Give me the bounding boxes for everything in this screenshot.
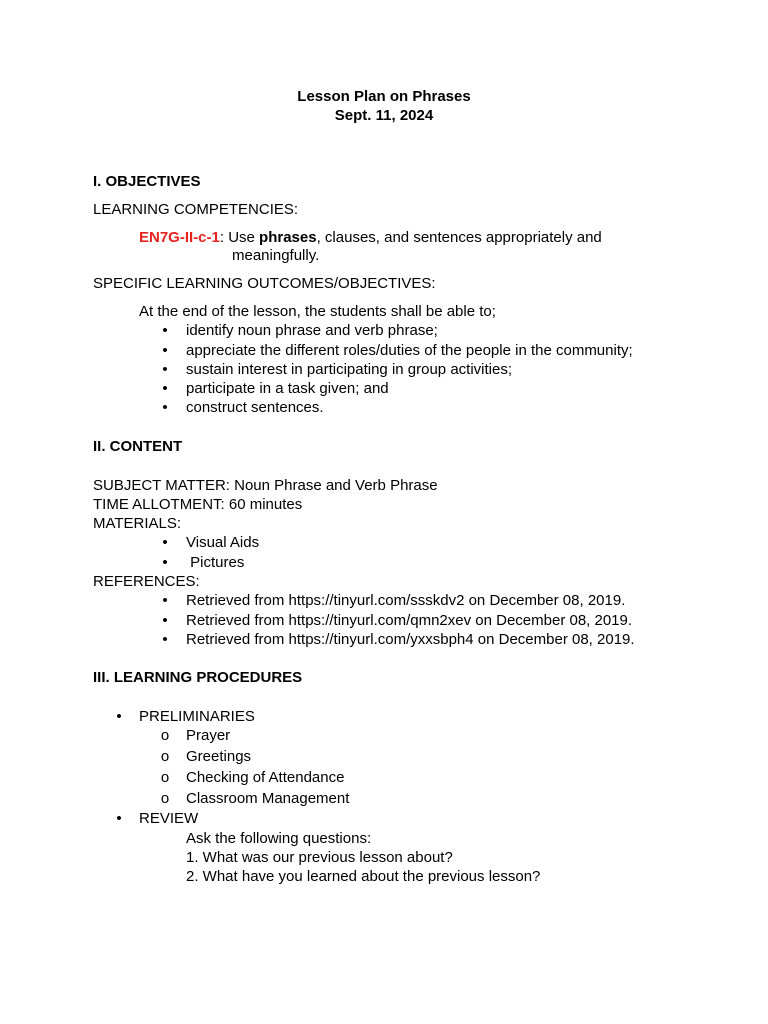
bullet-icon: • — [162, 380, 168, 397]
bullet-icon: • — [162, 399, 168, 416]
bullet-icon: • — [162, 612, 168, 629]
circle-bullet-icon: o — [160, 727, 170, 744]
content-heading: II. CONTENT — [93, 438, 183, 455]
bullet-icon: • — [162, 361, 168, 378]
time-allotment: TIME ALLOTMENT: 60 minutes — [93, 496, 303, 513]
bullet-icon: • — [162, 631, 168, 648]
procedures-heading: III. LEARNING PROCEDURES — [93, 669, 303, 686]
bullet-icon: • — [162, 534, 168, 551]
circle-bullet-icon: o — [160, 748, 170, 765]
bullet-icon: • — [162, 342, 168, 359]
bullet-icon: • — [162, 592, 168, 609]
circle-bullet-icon: o — [160, 790, 170, 807]
subject-matter: SUBJECT MATTER: Noun Phrase and Verb Phrase — [93, 477, 438, 494]
outcomes-intro: At the end of the lesson, the students shall be able to; — [139, 303, 496, 320]
document-date: Sept. 11, 2024 — [334, 107, 434, 124]
bullet-icon: • — [116, 708, 122, 725]
bullet-icon: • — [162, 554, 168, 571]
document-title: Lesson Plan on Phrases — [297, 88, 471, 105]
document-page: Lesson Plan on Phrases Sept. 11, 2024 I. OBJECTIVES LEARNING COMPETENCIES: EN7G-II-c-1: Use phrases, clauses, and sentences appropriately and meaningfully. SPECIFIC LEARNING OUTCOMES/OBJECTIVES: At the end of the lesson, the students shall be able to; • identify noun phrase and verb phrase; • appreciate the different roles/duties of the people in the community; • sustain interest in participating in group activities; • participate in a task given; and • construct sentences. II. CONTENT SUBJECT MATTER: Noun Phrase and Verb Phrase TIME ALLOTMENT: 60 minutes MATERIALS: • Visual Aids • Pictures REFERENCES: • Retrieved from https://tinyurl.com/ssskdv2 on December 08, 2019. • Retrieved from https://tinyurl.com/qmn2xev on December 08, 2019. • Retrieved from https://tinyurl.com/yxxsbph4 on December 08, 2019. III. LEARNING PROCEDURES • PRELIMINARIES o Prayer o Greetings o Checking of Attendance o Classroom Management • REVIEW Ask the following questions: 1. What was our previous lesson about? 2. What have you learned about the previous lesson? — [0, 0, 768, 1024]
circle-bullet-icon: o — [160, 769, 170, 786]
competencies-label: LEARNING COMPETENCIES: — [93, 201, 299, 218]
competency-line — [139, 228, 602, 247]
competency-code: EN7G-II-c-1 — [139, 229, 220, 246]
competency-pre: : Use — [219, 229, 260, 246]
outcomes-label: SPECIFIC LEARNING OUTCOMES/OBJECTIVES: — [93, 275, 436, 292]
competency-post: , clauses, and sentences appropriately and — [316, 229, 602, 246]
review-question: 2. What have you learned about the previous lesson? — [186, 868, 541, 885]
competency-bold: phrases — [259, 229, 317, 246]
bullet-icon: • — [116, 810, 122, 827]
competency-line-2: meaningfully. — [232, 247, 320, 264]
review-question: 1. What was our previous lesson about? — [186, 849, 453, 866]
references-label: REFERENCES: — [93, 573, 200, 590]
objectives-heading: I. OBJECTIVES — [93, 173, 201, 190]
materials-label: MATERIALS: — [93, 515, 182, 532]
review-intro: Ask the following questions: — [186, 830, 372, 847]
bullet-icon: • — [162, 322, 168, 339]
